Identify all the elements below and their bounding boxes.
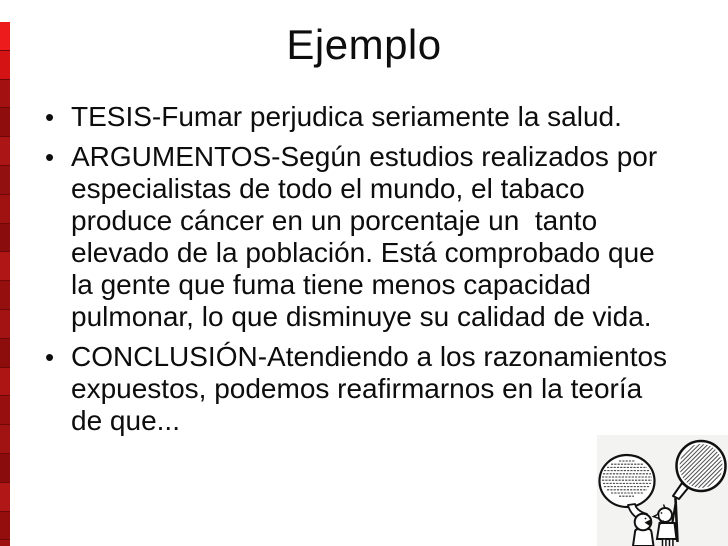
bullet-line: ARGUMENTOS-Según estudios realizados por	[71, 141, 658, 172]
strip-segment	[0, 425, 10, 454]
strip-segment	[0, 540, 10, 546]
presentation-slide	[0, 22, 728, 546]
cartoon-image	[597, 435, 728, 546]
strip-segment	[0, 252, 10, 281]
bullet-list	[0, 101, 728, 437]
strip-segment	[0, 310, 10, 339]
bullet-line: produce cáncer en un porcentaje un tanto	[71, 205, 598, 236]
bullet-text	[71, 141, 710, 333]
strip-segment	[0, 80, 10, 109]
bullet-text	[71, 101, 710, 133]
strip-segment	[0, 108, 10, 137]
bullet-marker: •	[45, 102, 55, 132]
bullet-line: CONCLUSIÓN-Atendiendo a los razonamientos	[71, 341, 668, 372]
bullet-line: TESIS-Fumar perjudica seriamente la salud.	[71, 101, 622, 132]
bullet-line: la gente que fuma tiene menos capacidad	[71, 269, 591, 300]
bullet-line: especialistas de todo el mundo, el tabaco	[71, 173, 585, 204]
bullet-marker: •	[45, 142, 55, 172]
bullet-line: de que...	[71, 405, 180, 436]
bullet-item-argumentos	[45, 141, 710, 333]
bullet-line: pulmonar, lo que disminuye su calidad de vida.	[71, 301, 652, 332]
talking-figure	[633, 514, 654, 546]
strip-segment	[0, 512, 10, 541]
strip-segment	[0, 281, 10, 310]
strip-segment	[0, 166, 10, 195]
bullet-item-tesis	[45, 101, 710, 133]
bullet-text	[71, 341, 710, 437]
strip-segment	[0, 483, 10, 512]
strip-segment	[0, 368, 10, 397]
strip-segment	[0, 454, 10, 483]
strip-segment	[0, 224, 10, 253]
page-title: Ejemplo	[286, 21, 442, 68]
strip-segment	[0, 22, 10, 51]
strip-segment	[0, 137, 10, 166]
strip-segment	[0, 339, 10, 368]
bullet-line: expuestos, podemos reafirmarnos en la teoría	[71, 373, 643, 404]
strip-segment	[0, 396, 10, 425]
bullet-item-conclusion	[45, 341, 710, 437]
strip-segment	[0, 195, 10, 224]
strip-segment	[0, 51, 10, 80]
bullet-marker: •	[45, 342, 55, 372]
slide-strip	[0, 22, 10, 546]
bullet-line: elevado de la población. Está comprobado que	[71, 237, 655, 268]
